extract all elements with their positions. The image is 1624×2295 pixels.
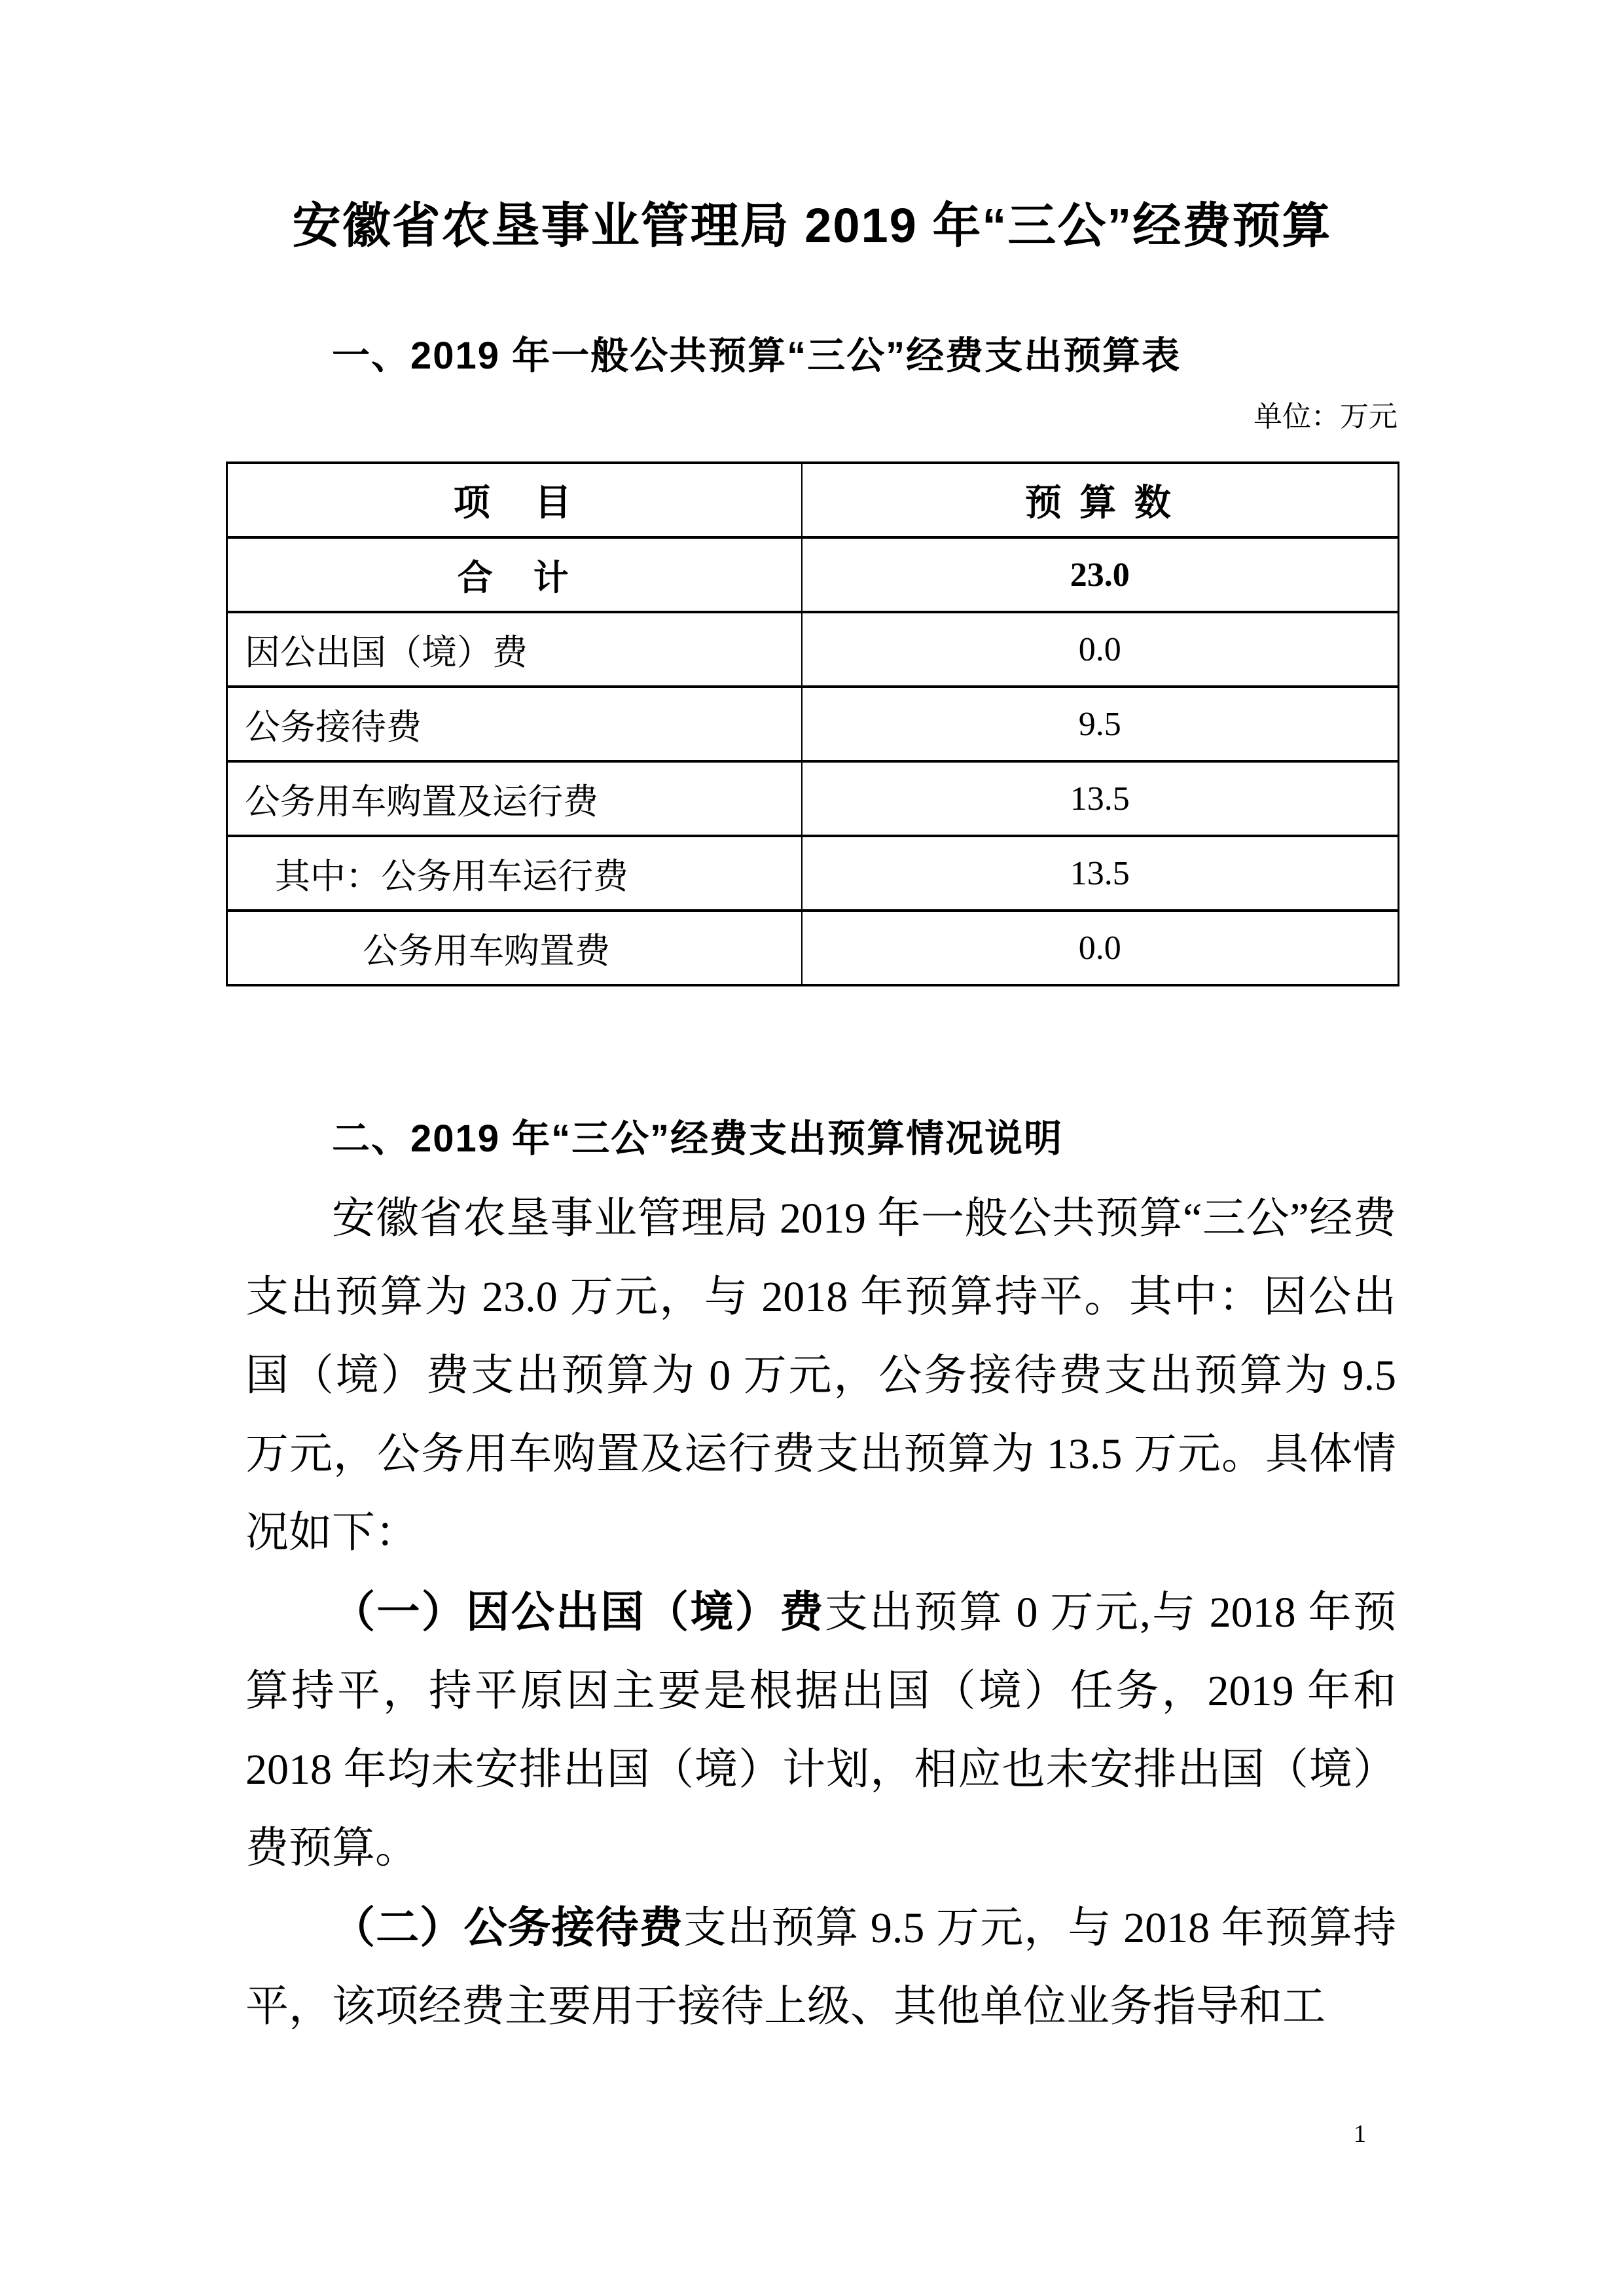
row-label: 公务用车购置及运行费: [227, 761, 802, 836]
body-text: [245, 1178, 1396, 2046]
table-row: [227, 761, 1399, 836]
page-number: 1: [1354, 2120, 1366, 2148]
table-row: [227, 836, 1399, 911]
row-label: 因公出国（境）费: [227, 612, 802, 687]
row-label: 公务用车购置费: [227, 911, 802, 985]
table-header-row: [227, 463, 1399, 537]
col-header-item: 项 目: [227, 463, 802, 537]
paragraph-lead: （二）公务接待费: [332, 1903, 683, 1951]
row-value: 0.0: [802, 612, 1399, 687]
paragraph-text: 支出预算 0 万元,与 2018 年预算持平，持平原因主要是根据出国（境）任务，2019 年和 2018 年均未安排出国（境）计划，相应也未安排出国（境）费预算。: [245, 1589, 1396, 1872]
col-header-budget: 预 算 数: [802, 463, 1399, 537]
row-label: 公务接待费: [227, 687, 802, 761]
table-row-total: [227, 537, 1399, 612]
table-row: [227, 911, 1399, 985]
section2-heading: 二、2019 年“三公”经费支出预算情况说明: [332, 1117, 1064, 1160]
paragraph-text: 安徽省农垦事业管理局 2019 年一般公共预算“三公”经费支出预算为 23.0 万元，与 2018 年预算持平。其中：因公出国（境）费支出预算为 0 万元，公务接待费支出预算为 9.5 万元，公务用车购置及运行费支出预算为 13.5 万元。具体情况如下：: [245, 1195, 1396, 1557]
table-row: [227, 687, 1399, 761]
row-value: 23.0: [802, 537, 1399, 612]
row-value: 0.0: [802, 911, 1399, 985]
budget-table: [226, 461, 1399, 986]
row-value: 9.5: [802, 687, 1399, 761]
row-label: 合 计: [227, 537, 802, 612]
paragraph-text: 支出预算 9.5 万元，与 2018 年预算持平，该项经费主要用于接待上级、其他单位业务指导和工: [245, 1904, 1397, 2031]
row-label: 其中：公务用车运行费: [227, 836, 802, 911]
paragraph-item2: [245, 1888, 1396, 2046]
unit-note: 单位：万元: [1254, 401, 1398, 433]
row-value: 13.5: [802, 761, 1399, 836]
row-value: 13.5: [802, 836, 1399, 911]
page-title: 安徽省农垦事业管理局 2019 年“三公”经费预算: [292, 198, 1332, 253]
paragraph-lead: （一）因公出国（境）费: [332, 1587, 825, 1636]
paragraph-overview: [245, 1178, 1396, 1572]
paragraph-item1: [245, 1572, 1396, 1888]
table-row: [227, 612, 1399, 687]
section1-heading: 一、2019 年一般公共预算“三公”经费支出预算表: [332, 334, 1182, 377]
